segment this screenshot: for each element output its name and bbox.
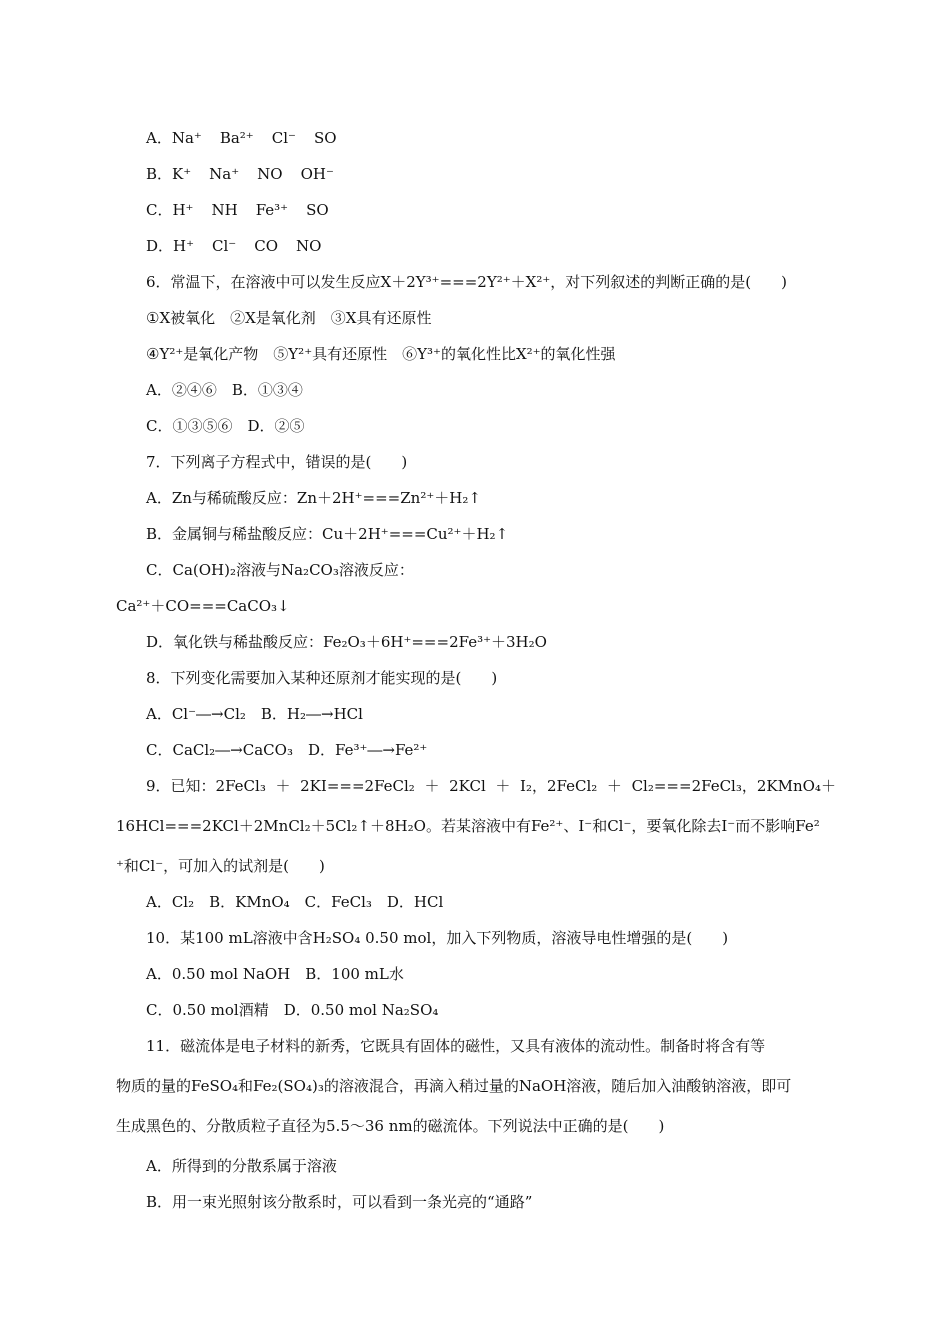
q9-options: A．Cl₂ B．KMnO₄ C．FeCl₃ D．HCl [146,893,444,911]
q6-stem: 6．常温下，在溶液中可以发生反应X＋2Y³⁺===2Y²⁺＋X²⁺，对下列叙述的判断正确的是( ) [146,273,787,291]
q11-line-2: 物质的量的FeSO₄和Fe₂(SO₄)₃的溶液混合，再滴入稍过量的NaOH溶液，随后加入油酸钠溶液，即可 [116,1077,792,1095]
q6-options-cd: C．①③⑤⑥ D．②⑤ [146,417,305,435]
q6-options-ab: A．②④⑥ B．①③④ [146,381,303,399]
q11-option-a: A．所得到的分散系属于溶液 [146,1157,337,1175]
q7-option-a: A．Zn与稀硫酸反应：Zn＋2H⁺===Zn²⁺＋H₂↑ [146,489,481,507]
q7-option-b: B．金属铜与稀盐酸反应：Cu＋2H⁺===Cu²⁺＋H₂↑ [146,525,509,543]
q5-option-b: B．K⁺ Na⁺ NO OH⁻ [146,165,334,183]
q8-options-ab: A．Cl⁻―→Cl₂ B．H₂―→HCl [146,705,363,723]
q9-line-2: 16HCl===2KCl＋2MnCl₂＋5Cl₂↑＋8H₂O。若某溶液中有Fe²⁺、I⁻和Cl⁻，要氧化除去I⁻而不影响Fe² [116,817,820,835]
q5-option-c: C．H⁺ NH Fe³⁺ SO [146,201,329,219]
q11-line-1: 11．磁流体是电子材料的新秀，它既具有固体的磁性，又具有液体的流动性。制备时将含有等 [146,1037,766,1055]
q7-option-c-equation: Ca²⁺＋CO===CaCO₃↓ [116,597,290,615]
q9-line-3: ⁺和Cl⁻，可加入的试剂是( ) [116,857,325,875]
q10-options-ab: A．0.50 mol NaOH B．100 mL水 [146,965,404,983]
q11-line-3: 生成黑色的、分散质粒子直径为5.5～36 nm的磁流体。下列说法中正确的是( ) [116,1117,665,1135]
q7-option-d: D．氧化铁与稀盐酸反应：Fe₂O₃＋6H⁺===2Fe³⁺＋3H₂O [146,633,547,651]
q8-options-cd: C．CaCl₂―→CaCO₃ D．Fe³⁺―→Fe²⁺ [146,741,428,759]
q11-option-b: B．用一束光照射该分散系时，可以看到一条光亮的“通路” [146,1193,533,1211]
q10-options-cd: C．0.50 mol酒精 D．0.50 mol Na₂SO₄ [146,1001,439,1019]
q6-statements-1: ①X被氧化 ②X是氧化剂 ③X具有还原性 [146,309,432,327]
q5-option-a: A．Na⁺ Ba²⁺ Cl⁻ SO [146,129,337,147]
q7-option-c: C．Ca(OH)₂溶液与Na₂CO₃溶液反应： [146,561,414,579]
q7-stem: 7．下列离子方程式中，错误的是( ) [146,453,408,471]
q10-stem: 10．某100 mL溶液中含H₂SO₄ 0.50 mol，加入下列物质，溶液导电性增强的是( ) [146,929,729,947]
q6-statements-2: ④Y²⁺是氧化产物 ⑤Y²⁺具有还原性 ⑥Y³⁺的氧化性比X²⁺的氧化性强 [146,345,616,363]
q5-option-d: D．H⁺ Cl⁻ CO NO [146,237,322,255]
q8-stem: 8．下列变化需要加入某种还原剂才能实现的是( ) [146,669,498,687]
q9-line-1: 9．已知：2FeCl₃ ＋ 2KI===2FeCl₂ ＋ 2KCl ＋ I₂，2FeCl₂ ＋ Cl₂===2FeCl₃，2KMnO₄＋ [146,777,836,795]
